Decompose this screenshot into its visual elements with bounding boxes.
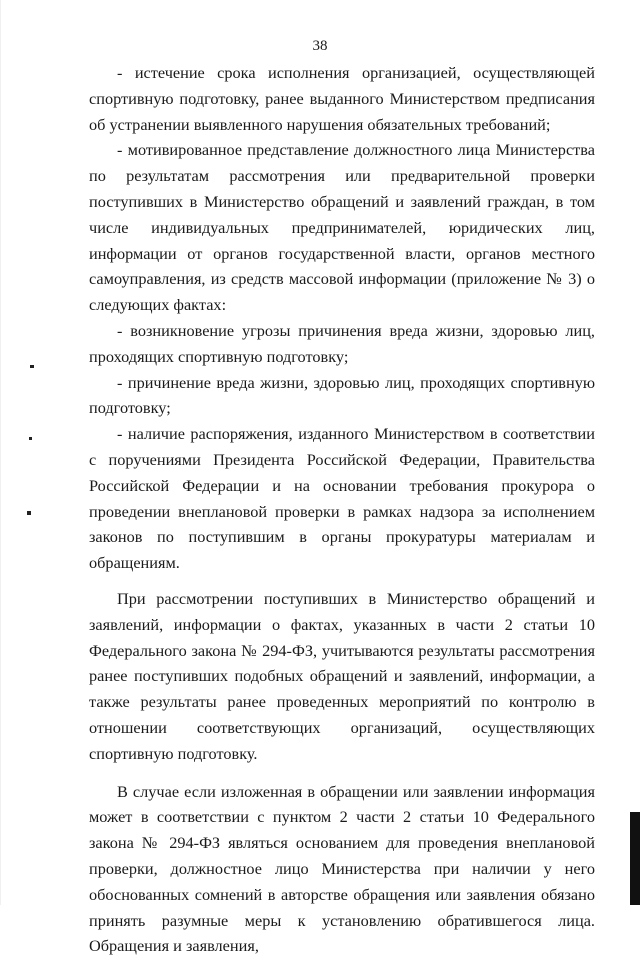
page-number: 38 xyxy=(312,38,328,54)
paragraph-motivated-submission: - мотивированное представление должностного лица Министерства по результатам рассмотрения или предварительной проверки поступивших в Министерство обращений и заявлений граждан, в том числе индивидуальных предпринимателей, юридических лиц, информации от органов государственной власти, органов местного самоуправления, из средств массовой информации (приложение № 3) о следующих фактах: xyxy=(89,140,595,315)
paragraph-deadline-expiry: - истечение срока исполнения организацией, осуществляющей спортивную подготовку, ранее выданного Министерством предписания об устранении выявленного нарушения обязательных требований; xyxy=(89,63,595,134)
paragraph-order-issued: - наличие распоряжения, изданного Министерством в соответствии с поручениями Президента Российской Федерации, Правительства Российской Федерации и на основании требования прокурора о проведении внеплановой проверки в рамках надзора за исполнением законов по поступившим в органы прокуратуры материалам и обращениям. xyxy=(89,424,595,573)
scan-edge xyxy=(0,0,1,905)
scan-mark xyxy=(27,511,31,515)
scan-mark xyxy=(29,437,32,440)
paragraph-review-of-appeals: При рассмотрении поступивших в Министерство обращений и заявлений, информации о фактах, указанных в части 2 статьи 10 Федерального закона № 294-ФЗ, учитываются результаты рассмотрения ранее поступивших подобных обращений и заявлений, информации, а также результаты ранее проведенных мероприятий по контролю в отношении соответствующих организаций, осуществляющих спортивную подготовку. xyxy=(89,588,595,763)
document-body xyxy=(89,60,595,959)
scan-mark xyxy=(30,365,34,368)
paragraph-harm-caused: - причинение вреда жизни, здоровью лиц, проходящих спортивную подготовку; xyxy=(89,372,595,418)
paragraph-threat-of-harm: - возникновение угрозы причинения вреда жизни, здоровью лиц, проходящих спортивную подготовку; xyxy=(89,320,595,366)
paragraph-authorship-doubts: В случае если изложенная в обращении или заявлении информация может в соответствии с пунктом 2 части 2 статьи 10 Федерального закона № 294-ФЗ являться основанием для проведения внеплановой проверки, должностное лицо Министерства при наличии у него обоснованных сомнений в авторстве обращения или заявления обязано принять разумные меры к установлению обратившегося лица. Обращения и заявления, xyxy=(89,781,595,956)
scan-edge-bar xyxy=(630,812,640,905)
